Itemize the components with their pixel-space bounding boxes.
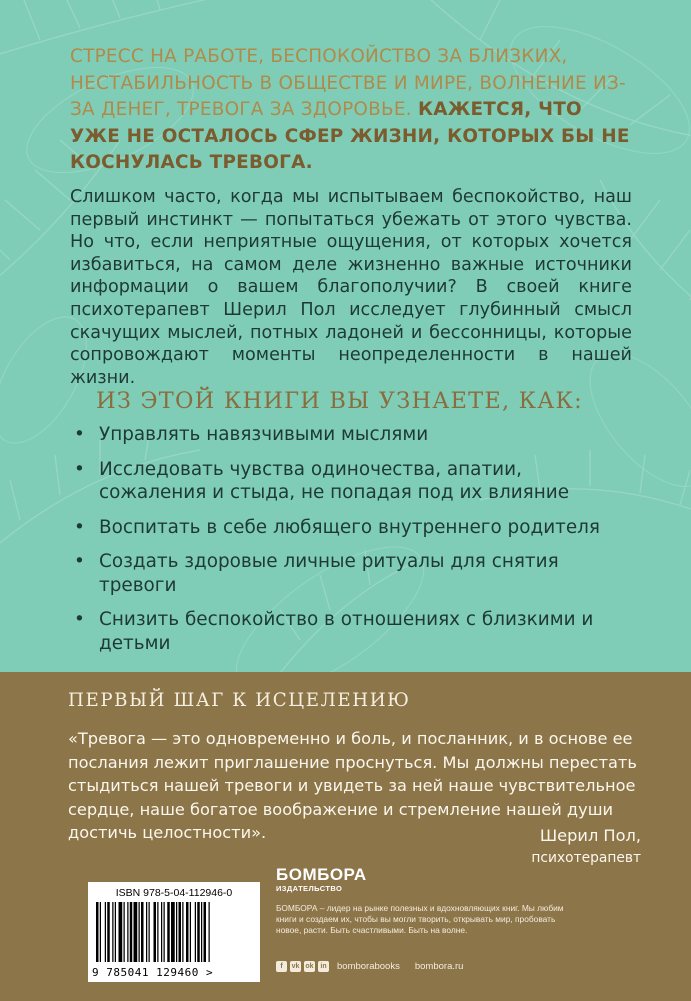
publisher-logo-sub: ИЗДАТЕЛЬСТВО: [276, 884, 343, 893]
barcode-bar: [115, 902, 116, 962]
benefits-heading: ИЗ ЭТОЙ КНИГИ ВЫ УЗНАЕТЕ, КАК:: [96, 388, 583, 414]
barcode-bar: [161, 902, 162, 962]
description-paragraph: Слишком часто, когда мы испытываем беспокойство, наш первый инстинкт — попытаться убежать от этого чувства. Но что, если неприятные ощущения, от которых хочется избавиться, на самом деле жизненно важные источники информации о вашем благополучии? В своей книге психотерапевт Шерил Пол исследует глубинный смысл скачущих мыслей, потных ладоней и бессонницы, которые сопровождают моменты неопределенности в нашей жизни.: [70, 187, 632, 388]
bullet-icon: •: [74, 609, 85, 630]
author-role: психотерапевт: [531, 850, 641, 866]
intro-caps-text: [70, 44, 630, 177]
barcode-digits: 9 785041 129460 >: [92, 966, 214, 979]
barcode-bar: [96, 902, 99, 962]
barcode-bar: [124, 902, 125, 962]
barcode-bar: [130, 902, 133, 962]
bullet-icon: •: [74, 458, 85, 480]
list-item: [74, 608, 634, 655]
bullet-icon: •: [74, 551, 85, 572]
instagram-icon: in: [318, 961, 329, 972]
barcode-bar: [209, 902, 210, 962]
list-item-text: Исследовать чувства одиночества, апатии, сожаления и стыда, не попадая под их влияние: [99, 458, 570, 503]
barcode-bar: [164, 902, 165, 962]
intro-caps-bold: КАЖЕТСЯ, ЧТО УЖЕ НЕ ОСТАЛОСЬ СФЕР ЖИЗНИ, КОТОРЫХ БЫ НЕ КОСНУЛАСЬ ТРЕВОГА.: [70, 99, 630, 173]
list-item: [74, 458, 634, 505]
list-item-text: Снизить беспокойство в отношениях с близкими и детьми: [99, 609, 594, 654]
barcode-bar: [182, 902, 183, 962]
barcode-bar: [157, 902, 158, 962]
barcode-bar: [139, 902, 140, 962]
isbn-number: ISBN 978-5-04-112946-0: [115, 887, 233, 899]
barcode-bar: [134, 902, 138, 962]
barcode-bar: [149, 902, 150, 962]
barcode-bar: [100, 902, 101, 962]
barcode-bar: [190, 902, 191, 962]
list-item: [74, 423, 634, 447]
list-item: [74, 516, 634, 540]
bullet-icon: •: [74, 424, 85, 445]
barcode-bar: [105, 902, 106, 962]
author-quote: «Тревога — это одновременно и боль, и посланник, и в основе ее послания лежит приглашение проснуться. Мы должны перестать стыдиться нашей тревоги и увидеть за ней наше чувствительное сердце, наше богатое воображение и стремление нашей души достичь целостности».: [68, 729, 637, 842]
barcode-bar: [154, 902, 157, 962]
barcode-bar: [167, 902, 170, 962]
barcode-bar: [127, 902, 128, 962]
barcode-bar: [204, 902, 207, 962]
publisher-socials: [276, 961, 463, 972]
barcode-bar: [107, 902, 110, 962]
barcode-bar: [197, 902, 200, 962]
benefits-list: [74, 423, 634, 666]
barcode-bar: [141, 902, 144, 962]
publisher-site: bombora.ru: [414, 961, 464, 972]
odnoklassniki-icon: ok: [305, 963, 314, 970]
quote-section-title: ПЕРВЫЙ ШАГ К ИСЦЕЛЕНИЮ: [68, 690, 411, 711]
barcode-bar: [146, 902, 147, 962]
list-item-text: Управлять навязчивыми мыслями: [99, 424, 429, 445]
barcode-bar: [112, 902, 113, 962]
author-name: Шерил Пол,: [539, 826, 641, 845]
barcode-bar: [171, 902, 175, 962]
publisher-logo: [276, 866, 367, 893]
publisher-handle: bomborabooks: [337, 961, 400, 972]
barcode-bar: [179, 902, 182, 962]
barcode-bars: [88, 902, 260, 964]
bullet-icon: •: [74, 516, 85, 538]
facebook-icon: f: [276, 961, 287, 972]
quote-attribution: [531, 825, 641, 869]
barcode-bar: [119, 902, 123, 962]
barcode-bar: [195, 902, 196, 962]
vk-icon: vk: [291, 963, 300, 970]
barcode-bar: [176, 902, 177, 962]
isbn-barcode: [88, 882, 260, 982]
barcode-bar: [186, 902, 189, 962]
list-item-text: Воспитать в себе любящего внутреннего родителя: [99, 516, 600, 538]
list-item-text: Создать здоровые личные ритуалы для снятия тревоги: [99, 551, 559, 596]
publisher-description: БОМБОРА – лидер на рынке полезных и вдохновляющих книг. Мы любим книги и создаем их, чтобы вы могли творить, открывать мир, пробовать новое, расти. Быть счастливыми. Быть на волне.: [276, 903, 564, 935]
intro-caps-regular: СТРЕСС НА РАБОТЕ, БЕСПОКОЙСТВО ЗА БЛИЗКИХ, НЕСТАБИЛЬНОСТЬ В ОБЩЕСТВЕ И МИРЕ, ВОЛНЕНИЕ ИЗ-ЗА ДЕНЕГ, ТРЕВОГА ЗА ЗДОРОВЬЕ.: [70, 46, 626, 120]
publisher-logo-main: БОМБОРА: [276, 865, 367, 884]
list-item: [74, 550, 634, 597]
barcode-bar: [201, 902, 202, 962]
